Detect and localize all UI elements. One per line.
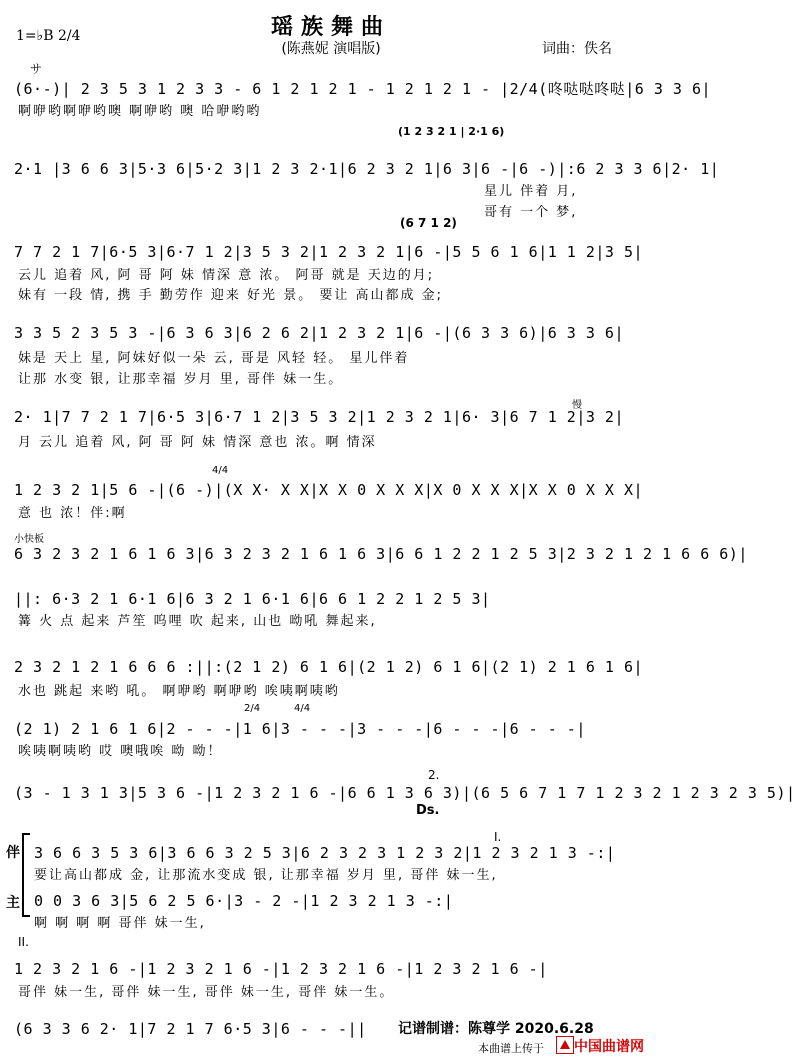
site-name[interactable]: 中国曲谱网	[574, 1039, 644, 1055]
part-label-accompany: 伴	[6, 845, 20, 861]
lyric-line-11: 水也 跳起 来哟 吼。 啊咿哟 啊咿哟 唉咦啊咦哟	[18, 684, 340, 699]
lyric-line-2: 星儿 伴着 月,	[484, 184, 578, 199]
lyric-line-4: 云儿 追着 风, 阿 哥 阿 妹 情深 意 浓。 阿哥 就是 天边的月;	[18, 268, 435, 283]
score-line-11: (3 - 1 3 1 3|5 3 6 -|1 2 3 2 1 6 -|6 6 1 3 6 3)|(6 5 6 7 1 7 1 2 3 2 1 2 3 2 3 5)|	[14, 784, 796, 802]
score-line-9: 2 3 2 1 2 1 6 6 6 :||:(2 1 2) 6 1 6|(2 1 2) 6 1 6|(2 1) 2 1 6 1 6|	[14, 658, 644, 676]
ending-bracket-1: (1 2 3 2 1 | 2·1 6)	[398, 125, 505, 138]
score-line-2: 2·1 |3 6 6 3|5·3 6|5·2 3|1 2 3 2·1|6 2 3 2 1|6 3|6 -|6 -)|:6 2 3 3 6|2· 1|	[14, 160, 720, 178]
volta-1-b: I.	[494, 830, 502, 844]
lyric-line-8: 月 云儿 追着 风, 阿 哥 阿 妹 情深 意也 浓。啊 情深	[18, 435, 377, 450]
key-signature: 1=♭B 2/4	[16, 28, 81, 44]
part-label-lead: 主	[6, 895, 20, 911]
song-subtitle: (陈燕妮 演唱版)	[281, 41, 381, 57]
author-credit: 词曲：佚名	[542, 41, 612, 57]
score-line-10: (2 1) 2 1 6 1 6|2 - - -|1 6|3 - - -|3 - - -|6 - - -|6 - - -|	[14, 720, 586, 738]
volta-2-b: II.	[18, 935, 29, 949]
time-signature-4-4-b: 4/4	[294, 703, 311, 714]
upload-note: 本曲谱上传于	[478, 1042, 544, 1055]
score-line-12: 3 6 6 3 5 3 6|3 6 6 3 2 5 3|6 2 3 2 3 1 2 3 2|1 2 3 2 1 3 -:|	[34, 844, 616, 862]
slow-mark: 慢	[572, 400, 582, 411]
lyric-line-1: 啊咿哟啊咿哟噢 啊咿哟 噢 哈咿哟哟	[18, 104, 262, 119]
system-brace	[22, 833, 30, 917]
score-line-8: ||: 6·3 2 1 6·1 6|6 3 2 1 6·1 6|6 6 1 2 2 1 2 5 3|	[14, 590, 491, 608]
score-line-4: 3 3 5 2 3 5 3 -|6 3 6 3|6 2 6 2|1 2 3 2 1|6 -|(6 3 3 6)|6 3 3 6|	[14, 324, 624, 342]
lyric-line-6: 妹是 天上 星, 阿妹好似一朵 云, 哥是 风轻 轻。 星儿伴着	[18, 351, 410, 366]
lyric-line-14: 啊 啊 啊 啊 哥伴 妹一生,	[34, 916, 206, 931]
volta-2: 2.	[428, 768, 440, 782]
free-tempo-mark: サ	[30, 62, 43, 76]
site-logo-icon	[556, 1036, 574, 1054]
score-line-13: 0 0 3 6 3|5 6 2 5 6·|3 - 2 -|1 2 3 2 1 3 -:|	[34, 892, 454, 910]
dal-segno-mark: Ds.	[416, 803, 440, 818]
lyric-line-12: 唉咦啊咦哟 哎 噢哦唉 呦 呦！	[18, 744, 223, 759]
song-title: 瑶族舞曲	[270, 15, 391, 40]
lyric-line-5: 妹有 一段 情, 携 手 勤劳作 迎来 好光 景。 要让 高山都成 金;	[18, 288, 443, 303]
lyric-line-9: 意 也 浓！伴:啊	[18, 506, 127, 521]
score-line-6: 1 2 3 2 1|5 6 -|(6 -)|(X X· X X|X X 0 X X X|X 0 X X X|X X 0 X X X|	[14, 481, 644, 499]
transcriber-credit: 记谱制谱：陈尊学 2020.6.28	[398, 1021, 594, 1037]
score-line-5: 2· 1|7 7 2 1 7|6·5 3|6·7 1 2|3 5 3 2|1 2 3 2 1|6· 3|6 7 1 2|3 2|	[14, 408, 624, 426]
ending-bracket-2: (6 7 1 2)	[400, 216, 457, 230]
score-line-7: 6 3 2 3 2 1 6 1 6 3|6 3 2 3 2 1 6 1 6 3|6 6 1 2 2 1 2 5 3|2 3 2 1 2 1 6 6 6)|	[14, 545, 748, 563]
lyric-line-3: 哥有 一个 梦,	[484, 205, 578, 220]
score-line-3: 7 7 2 1 7|6·5 3|6·7 1 2|3 5 3 2|1 2 3 2 1|6 -|5 5 6 1 6|1 1 2|3 5|	[14, 243, 644, 261]
score-line-14: 1 2 3 2 1 6 -|1 2 3 2 1 6 -|1 2 3 2 1 6 -|1 2 3 2 1 6 -|	[14, 960, 548, 978]
lyric-line-7: 让那 水变 银, 让那幸福 岁月 里, 哥伴 妹一生。	[18, 372, 344, 387]
lyric-line-10: 篝 火 点 起来 芦笙 呜哩 吹 起来, 山也 呦吼 舞起来,	[18, 614, 377, 629]
time-signature-4-4: 4/4	[212, 465, 229, 476]
time-signature-2-4: 2/4	[244, 703, 261, 714]
tempo-mark-allegretto: 小快板	[14, 534, 44, 545]
score-line-1: (6·-)| 2 3 5 3 1 2 3 3 - 6 1 2 1 2 1 - 1 2 1 2 1 - |2/4(咚哒哒咚哒|6 3 3 6|	[14, 80, 712, 98]
lyric-line-13: 要让高山都成 金, 让那流水变成 银, 让那幸福 岁月 里, 哥伴 妹一生,	[34, 868, 498, 883]
lyric-line-15: 哥伴 妹一生, 哥伴 妹一生, 哥伴 妹一生, 哥伴 妹一生。	[18, 985, 395, 1000]
score-line-15: (6 3 3 6 2· 1|7 2 1 7 6·5 3|6 - - -||	[14, 1020, 367, 1038]
